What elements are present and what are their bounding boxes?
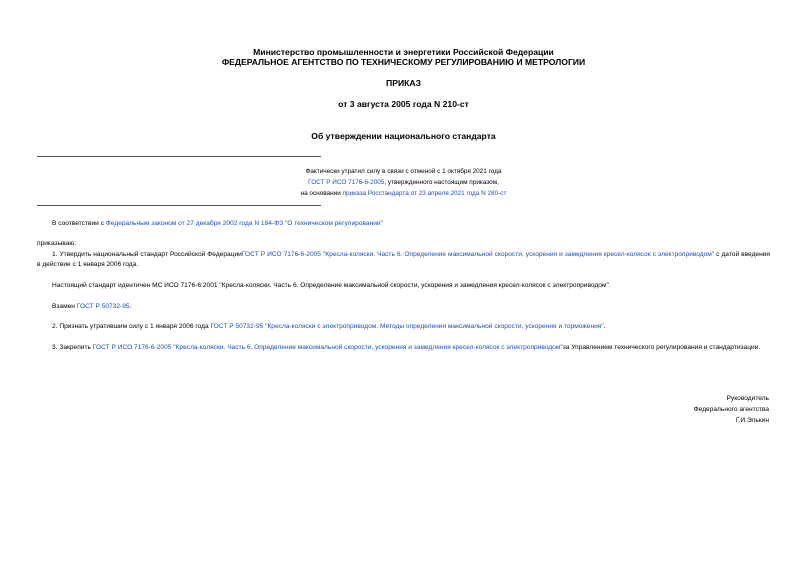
- status-note-line3: [0, 190, 807, 198]
- doc-subject: Об утверждении национального стандарта: [311, 131, 496, 141]
- replaces-note: [52, 303, 131, 311]
- identical-note: Настоящий стандарт идентичен МС ИСО 7176-6:2001 "Кресла-коляски. Часть 6. Определение максимальной скорости, ускорения и замедления кресел-колясок с электроприводом".: [52, 282, 611, 289]
- item-2: [52, 323, 606, 331]
- preamble: [52, 220, 383, 228]
- preamble-prefix: В соответствии с: [52, 220, 106, 227]
- item-3: [37, 343, 770, 353]
- item-1-suffix: с датой введения в действие с 1 января 2006 года.: [37, 251, 770, 268]
- item-3-prefix: 3. Закрепить: [52, 344, 93, 351]
- order-word: приказываю:: [37, 240, 77, 247]
- replaces-prefix: Взамен: [52, 303, 77, 310]
- doc-type: ПРИКАЗ: [386, 78, 421, 88]
- gost-50732-link[interactable]: ГОСТ Р 50732-95: [76, 303, 130, 310]
- signature-title: Руководитель: [726, 395, 769, 402]
- status-note-line2-rest: , утвержденного настоящим приказом,: [384, 179, 499, 186]
- rosstandart-order-link[interactable]: приказа Росстандарта от 23 апреля 2021 года N 280-ст: [342, 190, 507, 197]
- ministry-title: Министерство промышленности и энергетики Российской Федерации: [253, 47, 554, 57]
- item-3-gost-link[interactable]: ГОСТ Р ИСО 7176-6-2005 "Кресла-коляски. Часть 6. Определение максимальной скорости, ускорения и замедления кресел-колясок с электроприводом": [92, 344, 563, 351]
- item-2-suffix: .: [603, 323, 606, 330]
- federal-law-link[interactable]: Федеральным законом от 27 декабря 2002 года N 184-ФЗ "О техническом регулировании": [105, 220, 383, 227]
- item-1-prefix: 1. Утвердить национальный стандарт Российской Федерации: [52, 251, 242, 258]
- item-2-prefix: 2. Признать утратившим силу с 1 января 2006 года: [52, 323, 211, 330]
- item-1: [37, 250, 770, 269]
- item-3-suffix: за Управлением технического регулирования и стандартизации.: [562, 344, 761, 351]
- divider-bottom: [37, 205, 321, 206]
- signature-name: Г.И.Элькин: [735, 417, 769, 424]
- item-1-gost-link[interactable]: ГОСТ Р ИСО 7176-6-2005 "Кресла-коляски. Часть 6. Определение максимальной скорости, ускорения и замедления кресел-колясок с электроприводом": [241, 251, 715, 258]
- agency-title: ФЕДЕРАЛЬНОЕ АГЕНТСТВО ПО ТЕХНИЧЕСКОМУ РЕГУЛИРОВАНИЮ И МЕТРОЛОГИИ: [221, 57, 586, 67]
- status-note-line1: Фактически утратил силу в связи с отменой с 1 октября 2021 года: [305, 168, 502, 175]
- signature-agency: Федерального агентства: [693, 406, 769, 413]
- divider-top: [37, 156, 321, 157]
- status-note-line2: [0, 179, 807, 187]
- item-2-gost-link[interactable]: ГОСТ Р 50732-95 "Кресла-коляски с электроприводом. Методы определения максимальной скорости, ускорения и торможения": [210, 323, 604, 330]
- gost-iso-link[interactable]: ГОСТ Р ИСО 7176-6-2005: [308, 179, 385, 186]
- status-note-line3-prefix: на основании: [300, 190, 343, 197]
- replaces-suffix: .: [129, 303, 132, 310]
- doc-date-number: от 3 августа 2005 года N 210-ст: [338, 99, 469, 109]
